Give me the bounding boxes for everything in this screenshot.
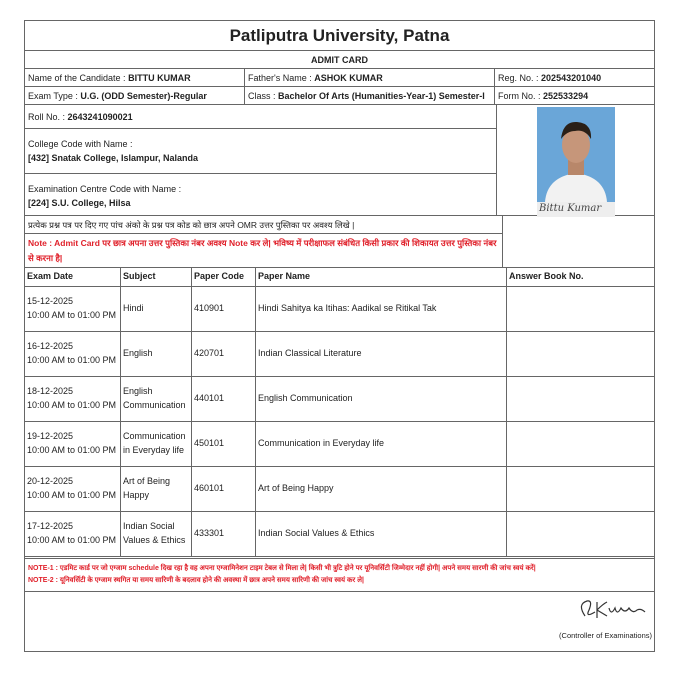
- answer-book-no: [507, 286, 655, 331]
- exam-centre: Examination Centre Code with Name : [224] S.U. College, Hilsa: [25, 174, 497, 216]
- time-text: 10:00 AM to 01:00 PM: [27, 309, 117, 320]
- paper-name: Indian Classical Literature: [256, 331, 507, 376]
- paper-name: English Communication: [256, 376, 507, 421]
- table-row: [25, 286, 655, 331]
- paper-name: Communication in Everyday life: [256, 421, 507, 466]
- paper-code: 420701: [192, 331, 256, 376]
- paper-name: Art of Being Happy: [256, 466, 507, 511]
- date-text: 18-12-2025: [27, 386, 74, 396]
- table-row: [25, 466, 655, 511]
- subject: Indian Social Values & Ethics: [121, 511, 192, 556]
- university-title: Patliputra University, Patna: [25, 21, 654, 51]
- paper-code: 410901: [192, 286, 256, 331]
- table-row: [25, 511, 655, 556]
- candidate-name: Name of the Candidate : BITTU KUMAR: [25, 69, 245, 87]
- exam-date: [25, 511, 121, 556]
- class: Class : Bachelor Of Arts (Humanities-Year-1) Semester-I: [245, 87, 495, 105]
- col-answer-book: Answer Book No.: [507, 268, 655, 287]
- paper-code: 450101: [192, 421, 256, 466]
- exam-schedule-table: [24, 267, 655, 557]
- exam-date: [25, 421, 121, 466]
- subject: Art of Being Happy: [121, 466, 192, 511]
- time-text: 10:00 AM to 01:00 PM: [27, 489, 117, 500]
- notes: [25, 558, 654, 592]
- subject: English Communication: [121, 376, 192, 421]
- date-text: 17-12-2025: [27, 521, 74, 531]
- time-text: 10:00 AM to 01:00 PM: [27, 444, 117, 455]
- controller-label: (Controller of Examinations): [559, 631, 652, 640]
- table-row: [25, 376, 655, 421]
- admit-card: [24, 20, 655, 652]
- form-no: Form No. : 252533294: [495, 87, 654, 105]
- time-text: 10:00 AM to 01:00 PM: [27, 534, 117, 545]
- father-name: Father's Name : ASHOK KUMAR: [245, 69, 495, 87]
- exam-type: Exam Type : U.G. (ODD Semester)-Regular: [25, 87, 245, 105]
- col-paper-code: Paper Code: [192, 268, 256, 287]
- subject: Hindi: [121, 286, 192, 331]
- exam-date: [25, 466, 121, 511]
- roll-no: Roll No. : 2643241090021: [25, 105, 497, 129]
- controller-signature: [573, 596, 653, 622]
- paper-name: Hindi Sahitya ka Itihas: Aadikal se Ritikal Tak: [256, 286, 507, 331]
- col-paper-name: Paper Name: [256, 268, 507, 287]
- answer-book-no: [507, 511, 655, 556]
- col-exam-date: Exam Date: [25, 268, 121, 287]
- subject: Communication in Everyday life: [121, 421, 192, 466]
- col-subject: Subject: [121, 268, 192, 287]
- table-header-row: [25, 268, 655, 287]
- paper-code: 433301: [192, 511, 256, 556]
- subject: English: [121, 331, 192, 376]
- instruction-hindi: प्रत्येक प्रश्न पत्र पर दिए गए पांच अंको के प्रश्न पत्र कोड को छात्र अपने OMR उत्तर पुस्तिका पर अवश्य लिखे |: [25, 216, 503, 234]
- photo-signature: Bittu Kumar: [539, 203, 602, 214]
- card-title: ADMIT CARD: [25, 51, 654, 69]
- paper-code: 460101: [192, 466, 256, 511]
- paper-code: 440101: [192, 376, 256, 421]
- answer-book-no: [507, 376, 655, 421]
- exam-date: [25, 331, 121, 376]
- note-2: NOTE-2 : यूनिवर्सिटी के एग्जाम स्थगित या समय सारिणी के बदलाव होने की अवस्था में छात्र अपने समय सारिणी की जांच स्वयं कर ले|: [28, 577, 364, 584]
- exam-date: [25, 376, 121, 421]
- photo-cell: [497, 105, 654, 216]
- college: College Code with Name : [432] Snatak College, Islampur, Nalanda: [25, 129, 497, 174]
- candidate-photo: [537, 107, 615, 217]
- date-text: 20-12-2025: [27, 476, 74, 486]
- reg-no: Reg. No. : 202543201040: [495, 69, 654, 87]
- instruction-note: Note : Admit Card पर छात्र अपना उत्तर पुस्तिका नंबर अवश्य Note कर ले| भविष्य में परीक्षाफल संबंधित किसी प्रकार की शिकायत उत्तर पुस्तिका नंबर से करना है|: [25, 234, 503, 268]
- date-text: 15-12-2025: [27, 296, 74, 306]
- time-text: 10:00 AM to 01:00 PM: [27, 354, 117, 365]
- date-text: 19-12-2025: [27, 431, 74, 441]
- answer-book-no: [507, 331, 655, 376]
- date-text: 16-12-2025: [27, 341, 74, 351]
- paper-name: Indian Social Values & Ethics: [256, 511, 507, 556]
- answer-book-no: [507, 421, 655, 466]
- table-row: [25, 331, 655, 376]
- exam-date: [25, 286, 121, 331]
- note-1: NOTE-1 : एडमिट कार्ड पर जो एग्जाम schedule दिख रहा है वह अपना एग्जामिनेशन टाइम टेबल से मिला ले| किसी भी त्रुटि होने पर यूनिवर्सिटी जिम्मेदार नहीं होगी| अपने समय सारणी की जांच स्वयं करें|: [28, 565, 536, 572]
- time-text: 10:00 AM to 01:00 PM: [27, 399, 117, 410]
- answer-book-no: [507, 466, 655, 511]
- table-row: [25, 421, 655, 466]
